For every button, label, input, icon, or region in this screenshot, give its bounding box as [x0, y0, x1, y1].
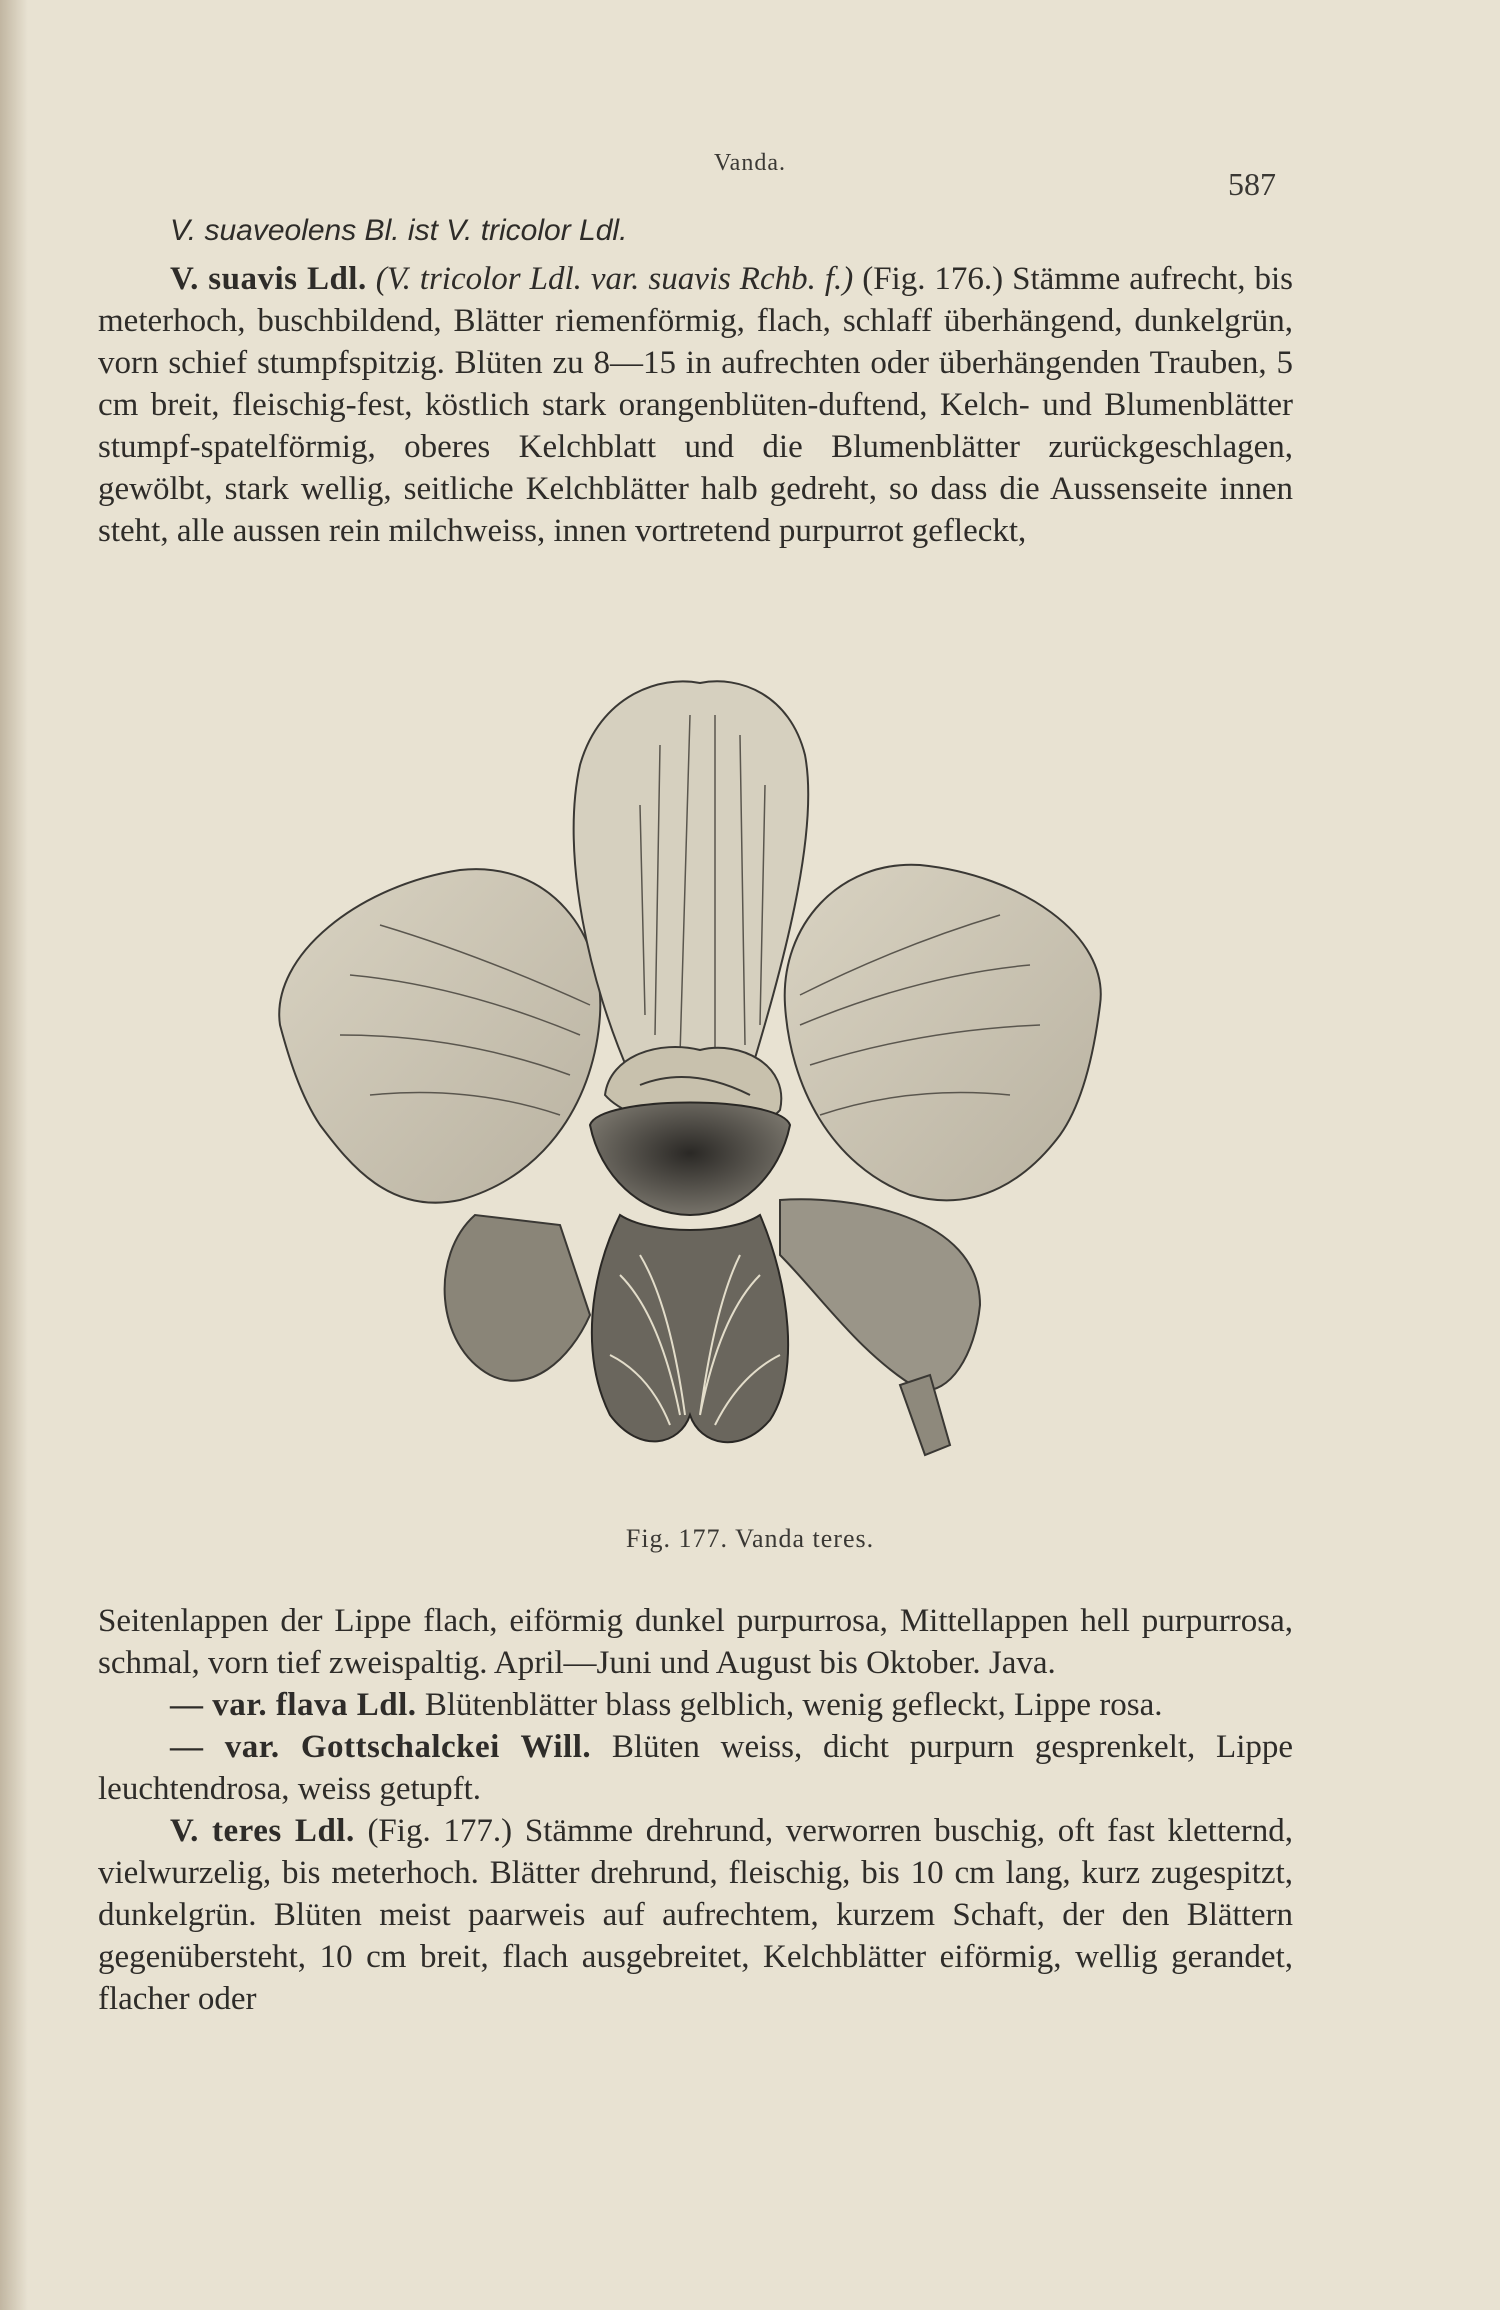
paragraph-v-teres — [98, 1810, 1293, 2020]
paragraph-var-gottschalckei — [98, 1726, 1293, 1810]
paragraph-body: (Fig. 176.) Stämme aufrecht, bis meterhoch, buschbildend, Blätter riemenförmig, flach, schlaff überhängend, dunkelgrün, vorn schief stumpfspitzig. Blüten zu 8—15 in aufrechten oder überhängenden Trauben, 5 cm breit, fleischig-fest, köstlich stark orangenblüten-duftend, Kelch- und Blumenblätter stumpf-spatelförmig, oberes Kelchblatt und die Blumenblätter zurückgeschlagen, gewölbt, stark wellig, seitliche Kelchblätter halb gedreht, so dass die Aussenseite innen steht, alle aussen rein milchweiss, innen vortretend purpurrot gefleckt, — [98, 261, 1294, 549]
variety-body: Blüten weiss, dicht purpurn gesprenkelt, Lippe leuchtendrosa, weiss getupft. — [98, 1729, 1294, 1807]
species-name: V. teres Ldl. — [170, 1813, 355, 1849]
species-synonym: (V. tricolor Ldl. var. suavis Rchb. f.) — [375, 261, 854, 297]
paragraph-body: (Fig. 177.) Stämme drehrund, verworren buschig, oft fast kletternd, vielwurzelig, bis meterhoch. Blätter drehrund, fleischig, bis 10 cm lang, kurz zugespitzt, dunkelgrün. Blüten meist paarweis auf aufrechtem, kurzem Schaft, der den Blättern gegenübersteht, 10 cm breit, flach ausgebreitet, Kelchblätter eiförmig, wellig gerandet, flacher oder — [98, 1813, 1294, 2017]
paragraph-continuation: Seitenlappen der Lippe flach, eiförmig dunkel purpurrosa, Mittellappen hell purpurrosa, schmal, vorn tief zweispaltig. April—Juni und August bis Oktober. Java. — [98, 1603, 1293, 1681]
page-number: 587 — [1228, 166, 1276, 202]
species-name: V. suavis Ldl. — [170, 261, 367, 297]
throat — [590, 1103, 790, 1216]
left-petal — [279, 869, 600, 1203]
variety-body: Blütenblätter blass gelblich, wenig gefleckt, Lippe rosa. — [424, 1687, 1163, 1723]
orchid-illustration — [260, 655, 1120, 1515]
right-petal — [785, 865, 1101, 1201]
figure-caption: Fig. 177. Vanda teres. — [625, 1524, 875, 1553]
spine-shadow — [0, 0, 28, 2310]
paragraph-v-suavis — [98, 258, 1293, 552]
paragraph-var-flava — [98, 1684, 1293, 1726]
variety-name: — var. Gottschalckei Will. — [170, 1729, 592, 1765]
bottom-text-block — [98, 1600, 1293, 2020]
lower-left-sepal — [445, 1215, 590, 1381]
variety-name: — var. flava Ldl. — [170, 1687, 417, 1723]
dorsal-sepal — [574, 681, 809, 1075]
running-head: Vanda. — [714, 150, 786, 176]
lip — [592, 1215, 788, 1442]
synonym-note: V. suaveolens Bl. ist V. tricolor Ldl. — [170, 214, 628, 247]
lower-right-sepal — [780, 1199, 980, 1455]
top-text-block — [98, 210, 1293, 552]
